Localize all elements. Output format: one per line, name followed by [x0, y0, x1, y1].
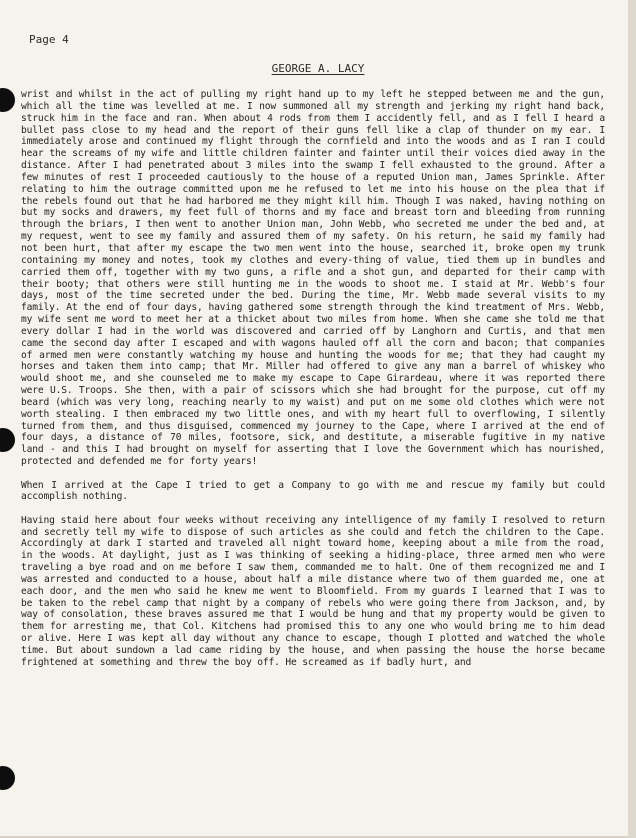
punch-hole — [0, 428, 15, 452]
body-text — [21, 89, 605, 680]
paragraph: When I arrived at the Cape I tried to get a Company to go with me and rescue my family but could accomplish nothing. — [21, 479, 605, 503]
punch-hole — [0, 88, 15, 112]
page-title — [0, 62, 636, 75]
page-number: Page 4 — [29, 33, 69, 46]
paragraph: Having staid here about four weeks without receiving any intelligence of my family I resolved to return and secretly tell my wife to dispose of such articles as she could and fetch the children to the Cape. Accordingly at dark I started and traveled all night toward home, keeping about a mile from the road, in the woods. At daylight, just as I was thinking of seeking a hiding-place, three armed men who were traveling a bye road and on me before I saw them, commanded me to halt. One of them recognized me and I was arrested and conducted to a house, about half a mile distance where two of them guarded me, one at each door, and the men who said he knew me went to Bloomfield. From my guards I learned that I was to be taken to the rebel camp that night by a company of rebels who were going there from Jackson, and, by way of consolation, these braves assured me that I would be hung and that my property would be given to them for arresting me, that Col. Kitchens had promised this to any one who would bring me to him dead or alive. Here I was kept all day without any chance to escape, though I plotted and watched the whole time. But about sundown a lad came riding by the house, and when passing the house the horse became frightened at something and threw the boy off. He screamed as if badly hurt, and — [21, 514, 605, 668]
punch-hole — [0, 766, 15, 790]
paragraph: wrist and whilst in the act of pulling my right hand up to my left he stepped between me and the gun, which all the time was levelled at me. I now summoned all my strength and jerking my right hand back, struck him in the face and ran. When about 4 rods from them I accidently fell, and as I fell I heard a bullet pass close to my head and the report of their guns fell like a clap of thunder on my ear. I immediately arose and continued my flight through the cornfield and into the woods and as I ran I could hear the screams of my wife and little children fainter and fainter until their voices died away in the distance. After I had penetrated about 3 miles into the swamp I fell exhausted to the ground. After a few minutes of rest I proceeded cautiously to the house of a reputed Union man, James Sprinkle. After relating to him the outrage committed upon me he refused to let me into his house on the plea that if the rebels found out that he had harbored me they might kill him. Though I was naked, having nothing on but my socks and drawers, my feet full of thorns and my face and breast torn and bleeding from running through the briars, I then went to another Union man, John Webb, who secreted me under the bed and, at my request, went to see my family and assured them of my safety. On his return, he said my family had not been hurt, that after my escape the two men went into the house, searched it, broke open my trunk containing my money and notes, took my clothes and every-thing of value, tied them up in bundles and carried them off, together with my two guns, a rifle and a shot gun, and departed for their camp with their booty; that others were still hunting me in the woods to shoot me. I staid at Mr. Webb's four days, most of the time secreted under the bed. During the time, Mr. Webb made several visits to my family. At the end of four days, having gathered some strength through the kind treatment of Mrs. Webb, my wife sent me word to meet her at a thicket about two miles from home. When she came she told me that every dollar I had in the world was discovered and carried off by Langhorn and Curtis, and that men came the second day after I escaped and with wagons hauled off all the corn and bacon; that companies of armed men were constantly watching my house and hunting the woods for me; that they had caught my horses and taken them into camp; that Mr. Miller had offered to give any man a barrel of whiskey who would shoot me, and she counseled me to make my escape to Cape Girardeau, where it was reported there were U.S. Troops. She then, with a pair of scissors which she had brought for the purpose, cut off my beard (which was very long, reaching nearly to my waist) and put on me some old clothes which were not worth stealing. I then embraced my two little ones, and with my heart full to overflowing, I silently turned from them, and thus disguised, commenced my journey to the Cape, where I arrived at the end of four days, a distance of 70 miles, footsore, sick, and destitute, a miserable fugitive in my native land - and this I had brought on myself for asserting that I love the Government which has nourished, protected and defended me for forty years! — [21, 89, 605, 468]
title-text: GEORGE A. LACY — [271, 62, 365, 75]
